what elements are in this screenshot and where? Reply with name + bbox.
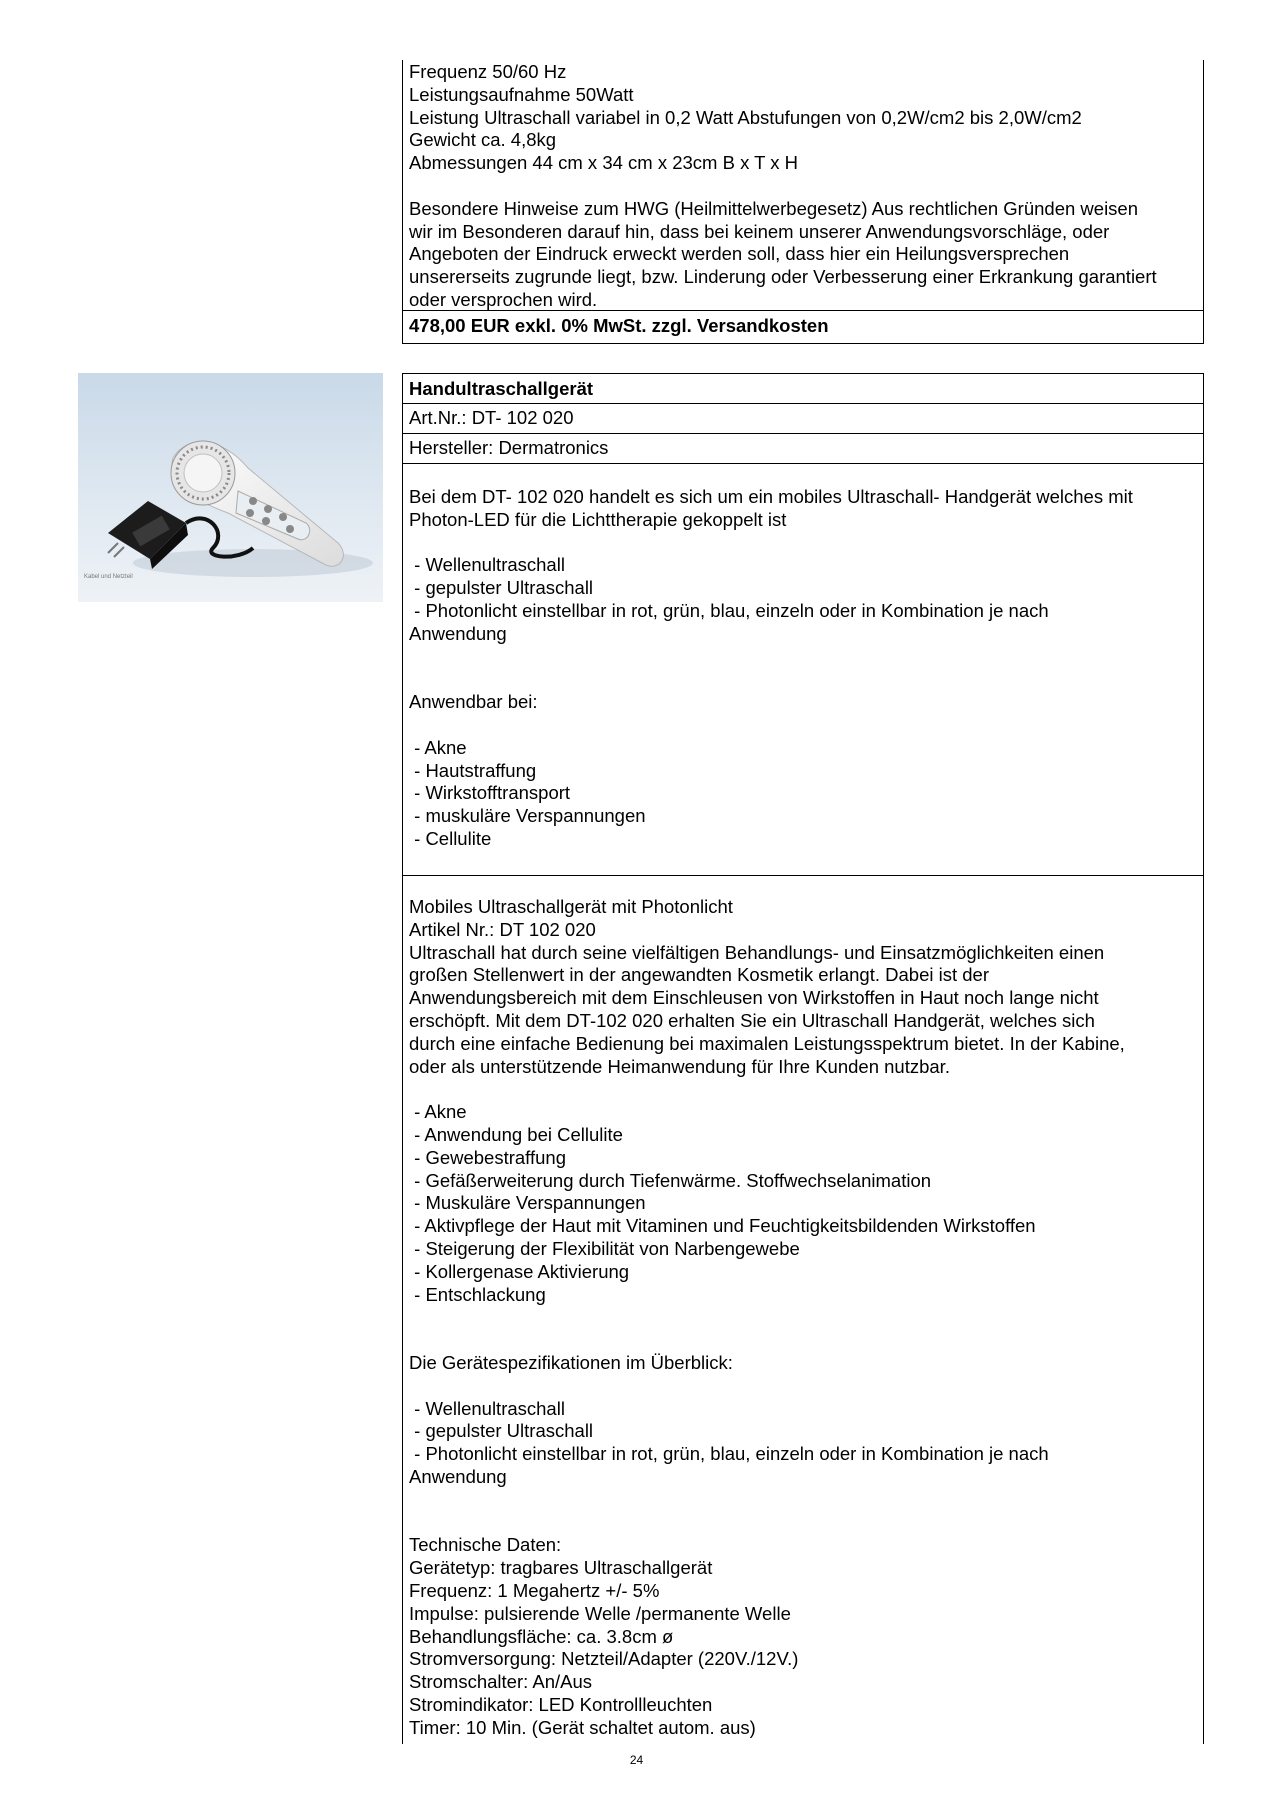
price-row bbox=[402, 310, 1204, 344]
text-line: Gewicht ca. 4,8kg bbox=[409, 129, 557, 151]
text-line: oder als unterstützende Heimanwendung für Ihre Kunden nutzbar. bbox=[409, 1055, 950, 1077]
text-line: - Wirkstofftransport bbox=[409, 782, 571, 804]
text-line bbox=[409, 532, 1197, 555]
text-line: Leistungsaufnahme 50Watt bbox=[409, 83, 634, 105]
text-line: Mobiles Ultraschallgerät mit Photonlicht bbox=[409, 896, 733, 917]
text-line: - Anwendung bei Cellulite bbox=[409, 1123, 623, 1145]
top-spec-lines bbox=[409, 61, 1197, 312]
text-line bbox=[409, 1078, 1197, 1101]
description-lines bbox=[409, 486, 1197, 851]
page-number: 24 bbox=[629, 1753, 644, 1767]
product-long-description bbox=[402, 876, 1204, 1744]
text-line: wir im Besonderen darauf hin, dass bei keinem unserer Anwendungsvorschläge, oder bbox=[409, 220, 1110, 242]
text-line: unsererseits zugrunde liegt, bzw. Linderung oder Verbesserung einer Erkrankung garantiert bbox=[409, 266, 1157, 288]
text-line: Artikel Nr.: DT 102 020 bbox=[409, 918, 596, 940]
product-title: Handultraschallgerät bbox=[409, 378, 594, 399]
text-line: Bei dem DT- 102 020 handelt es sich um ein mobiles Ultraschall- Handgerät welches mit bbox=[409, 486, 1133, 507]
price-label: 478,00 EUR exkl. 0% MwSt. zzgl. Versandkosten bbox=[409, 315, 829, 336]
text-line: - Akne bbox=[409, 736, 467, 758]
text-line: Abmessungen 44 cm x 34 cm x 23cm B x T x H bbox=[409, 152, 798, 174]
text-line: - Cellulite bbox=[409, 827, 492, 849]
article-number-row bbox=[402, 404, 1204, 434]
text-line: großen Stellenwert in der angewandten Kosmetik erlangt. Dabei ist der bbox=[409, 964, 989, 986]
manufacturer: Hersteller: Dermatronics bbox=[409, 437, 609, 458]
long-description-lines bbox=[409, 896, 1197, 1739]
text-line bbox=[409, 1306, 1197, 1329]
text-line: - Photonlicht einstellbar in rot, grün, blau, einzeln oder in Kombination je nach bbox=[409, 599, 1049, 621]
text-line: Behandlungsfläche: ca. 3.8cm ø bbox=[409, 1625, 674, 1647]
text-line: Technische Daten: bbox=[409, 1534, 562, 1556]
text-line: - Steigerung der Flexibilität von Narbengewebe bbox=[409, 1237, 800, 1259]
text-line: - Wellenultraschall bbox=[409, 554, 565, 576]
text-line: oder versprochen wird. bbox=[409, 288, 598, 310]
text-line bbox=[409, 646, 1197, 669]
text-line: - Muskuläre Verspannungen bbox=[409, 1192, 646, 1214]
product-description bbox=[402, 464, 1204, 876]
text-line: Frequenz 50/60 Hz bbox=[409, 61, 567, 82]
text-line: Stromschalter: An/Aus bbox=[409, 1671, 593, 1693]
text-line: - Hautstraffung bbox=[409, 759, 537, 781]
text-line: Leistung Ultraschall variabel in 0,2 Watt Abstufungen von 0,2W/cm2 bis 2,0W/cm2 bbox=[409, 106, 1082, 128]
text-line: - Gewebestraffung bbox=[409, 1146, 566, 1168]
text-line: Besondere Hinweise zum HWG (Heilmittelwerbegesetz) Aus rechtlichen Gründen weisen bbox=[409, 197, 1139, 219]
text-line: - Akne bbox=[409, 1101, 467, 1123]
text-line: - Aktivpflege der Haut mit Vitaminen und Feuchtigkeitsbildenden Wirkstoffen bbox=[409, 1215, 1036, 1237]
text-line: Gerätetyp: tragbares Ultraschallgerät bbox=[409, 1557, 713, 1579]
text-line: - Gefäßerweiterung durch Tiefenwärme. Stoffwechselanimation bbox=[409, 1169, 932, 1191]
text-line: Stromversorgung: Netzteil/Adapter (220V./12V.) bbox=[409, 1648, 799, 1670]
text-line: durch eine einfache Bedienung bei maximalen Leistungsspektrum bietet. In der Kabine, bbox=[409, 1032, 1125, 1054]
text-line bbox=[409, 1489, 1197, 1512]
text-line: Anwendung bbox=[409, 622, 507, 644]
text-line: - Photonlicht einstellbar in rot, grün, blau, einzeln oder in Kombination je nach bbox=[409, 1443, 1049, 1465]
text-line: - gepulster Ultraschall bbox=[409, 577, 594, 599]
article-number: Art.Nr.: DT- 102 020 bbox=[409, 407, 574, 428]
text-line: Timer: 10 Min. (Gerät schaltet autom. aus) bbox=[409, 1716, 756, 1738]
text-line: - Kollergenase Aktivierung bbox=[409, 1260, 630, 1282]
text-line bbox=[409, 1329, 1197, 1352]
text-line: Ultraschall hat durch seine vielfältigen Behandlungs- und Einsatzmöglichkeiten einen bbox=[409, 941, 1105, 963]
text-line: - Wellenultraschall bbox=[409, 1397, 565, 1419]
manufacturer-row bbox=[402, 434, 1204, 464]
text-line: Anwendungsbereich mit dem Einschleusen von Wirkstoffen in Haut noch lange nicht bbox=[409, 987, 1099, 1009]
product-title-row bbox=[402, 373, 1204, 404]
text-line bbox=[409, 175, 1197, 198]
text-line: Anwendung bbox=[409, 1465, 507, 1487]
text-line bbox=[409, 1375, 1197, 1398]
text-line: Anwendbar bei: bbox=[409, 691, 538, 713]
text-line: - Entschlackung bbox=[409, 1283, 546, 1305]
text-line bbox=[409, 668, 1197, 691]
text-line bbox=[409, 714, 1197, 737]
text-line: erschöpft. Mit dem DT-102 020 erhalten Sie ein Ultraschall Handgerät, welches sich bbox=[409, 1009, 1095, 1031]
top-spec-block bbox=[402, 60, 1204, 310]
text-line: Die Gerätespezifikationen im Überblick: bbox=[409, 1351, 733, 1373]
text-line: - muskuläre Verspannungen bbox=[409, 805, 646, 827]
text-line bbox=[409, 1512, 1197, 1535]
product-image bbox=[78, 373, 383, 602]
text-line: Stromindikator: LED Kontrollleuchten bbox=[409, 1693, 713, 1715]
text-line: - gepulster Ultraschall bbox=[409, 1420, 594, 1442]
image-watermark: Kabel und Netzteil bbox=[84, 574, 133, 580]
text-line: Photon-LED für die Lichttherapie gekoppelt ist bbox=[409, 508, 787, 530]
text-line: Frequenz: 1 Megahertz +/- 5% bbox=[409, 1579, 660, 1601]
text-line: Impulse: pulsierende Welle /permanente Welle bbox=[409, 1602, 791, 1624]
handheld-ultrasound-photo bbox=[78, 373, 383, 602]
text-line: Angeboten der Eindruck erweckt werden soll, dass hier ein Heilungsversprechen bbox=[409, 243, 1070, 265]
